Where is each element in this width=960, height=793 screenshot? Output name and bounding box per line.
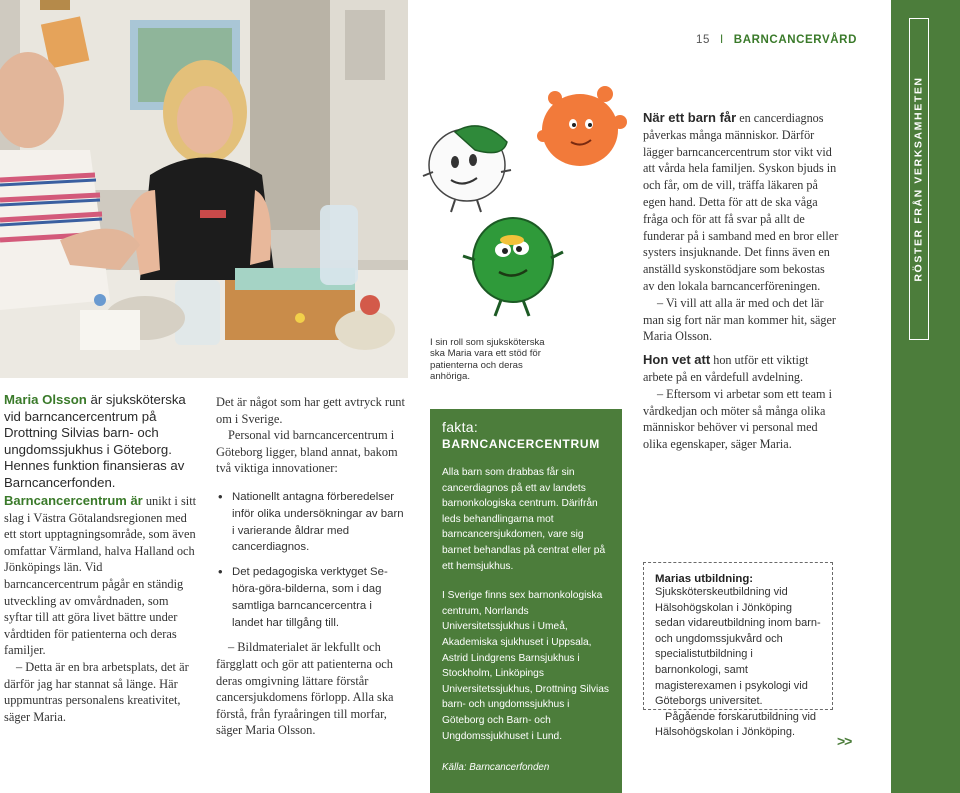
right-text-3: hon utför ett viktigt arbete på en vårdefull avdelning. — [643, 353, 809, 384]
list-item: • Nationellt antagna förberedelser inför olika undersökningar av barn i varierande åldrar med cancerdiagnos. — [216, 489, 406, 556]
right-paragraph-2: – Vi vill att alla är med och det lär man sig fort när man kommer hit, säger Maria Olsson. — [643, 295, 836, 344]
list-item: • Det pedagogiska verktyget Se-höra-göra-bilderna, som i dag samtliga barncancercentra i landet har tillgång till. — [216, 564, 406, 631]
education-box — [643, 562, 833, 739]
right-paragraph-4: – Eftersom vi arbetar som ett team i vårdkedjan och möter så många olika människor behöver vi personal med olika egenskaper, säger Maria. — [643, 386, 832, 452]
right-column — [643, 110, 839, 453]
education-paragraph-1: Sjuksköterskeutbildning vid Hälsohögskolan i Jönköping sedan vidareutbildning inom barn- och ungdomssjukvård och specialistutbildning i barnonkologi, samt magisterexamen i psykologi vid Göteborgs universitet. — [655, 586, 821, 708]
right-lead-in-1: När ett barn får — [643, 110, 737, 125]
intro-text: är sjuksköterska vid barncancercentrum på Drottning Silvias barn- och ungdomssjukhus i Göteborg. Hennes funktion finansieras av Barncancerfonden. — [4, 392, 186, 490]
continue-marker: >> — [837, 733, 852, 749]
green-character-illustration — [463, 218, 563, 316]
left-text-1: unikt i sitt slag i Västra Götalandsregionen med ett stort upptagningsområde, som även omfattar Värmland, halva Halland och Jönköpings län. Vid barncancercentrum pågår en ständig utveckling av omvårdnaden, som syftar till att göra livet bättre under vårdtiden för patienterna och deras familjer. — [4, 494, 197, 658]
fact-box-title: BARNCANCERCENTRUM — [442, 437, 600, 451]
orange-character-illustration — [537, 86, 627, 166]
middle-column — [216, 394, 406, 739]
fact-box-source: Källa: Barncancerfonden — [442, 762, 550, 774]
cartoon-characters — [415, 80, 627, 330]
middle-paragraph-2: Personal vid barncancercentrum i Göteborg ligger, bland annat, bakom två viktiga innovationer: — [216, 428, 398, 476]
right-text-1: en cancerdiagnos påverkas många människor. Därför lägger barncancercentrum stor vikt vid att vårda hela familjen. Syskon bjuds in och får, om de vill, träffa läkaren på egen hand. Detta för att de ska våga fråga och för att få svar på allt de funderar på i samband med en bror eller systers insjuknande. Det finns även en anställd syskonstödjare som bekostas av den lokala barncancerföreningen. — [643, 111, 839, 293]
page-number: 15 — [696, 34, 710, 46]
fact-box-paragraph-1: Alla barn som drabbas får sin cancerdiagnos på ett av landets barnonkologiska centrum. Därifrån leds behandlingarna mot barncancersjukdomen, vare sig barnet behandlas på centrat eller på ett hemsjukhus. — [442, 467, 606, 572]
photo-caption: I sin roll som sjuksköterska ska Maria vara ett stöd för patienterna och deras anhöriga. — [430, 337, 545, 383]
right-paragraph-1 — [643, 110, 839, 295]
education-paragraph-2: Pågående forskarutbildning vid Hälsohögskolan i Jönköping. — [655, 710, 817, 739]
header-separator: I — [720, 34, 724, 46]
fact-box-kicker: fakta: — [442, 419, 479, 435]
middle-paragraph-1: Det är något som har gett avtryck runt om i Sverige. — [216, 395, 405, 426]
left-paragraph-1 — [4, 493, 198, 659]
section-title: BARNCANCERVÅRD — [733, 34, 857, 46]
education-heading: Marias utbildning: — [655, 573, 754, 585]
innovation-list — [216, 489, 406, 631]
intro-name: Maria Olsson — [4, 392, 87, 407]
left-lead-in: Barncancercentrum är — [4, 493, 143, 508]
left-column — [4, 493, 198, 725]
side-label — [906, 28, 932, 330]
page-header — [696, 34, 857, 46]
fact-box-paragraph-2: I Sverige finns sex barnonkologiska centrum, Norrlands Universitetssjukhus i Umeå, Akademiska sjukhuset i Uppsala, Astrid Lindgrens Barnsjukhus i Stockholm, Linköpings Universitetssjukhus, Drottning Silvias barn- och ungdomssjukhus i Göteborg och Barn- och Ungdomssjukhuset i Lund. — [442, 590, 610, 742]
side-label-text: RÖSTER FRÅN VERKSAMHETEN — [913, 76, 925, 282]
middle-paragraph-3: – Bildmaterialet är lekfullt och färgglatt och gör att patienterna och deras omgivning lättare förstår cancersjukdomens förlopp. Alla ska förstå, från fyraåringen till morfar, säger Maria Olsson. — [216, 640, 394, 738]
right-paragraph-3 — [643, 352, 839, 386]
left-paragraph-2: – Detta är en bra arbetsplats, det är därför jag har stannat så länge. Här uppmuntras personalens kreativitet, säger Maria. — [4, 659, 189, 724]
intro-paragraph — [4, 392, 200, 492]
fact-box — [430, 409, 622, 793]
white-character-illustration — [423, 126, 511, 212]
photo-nurse-and-patient — [0, 0, 408, 378]
article-photo — [0, 0, 408, 378]
cartoon-illustrations — [415, 80, 627, 330]
right-lead-in-2: Hon vet att — [643, 352, 711, 368]
